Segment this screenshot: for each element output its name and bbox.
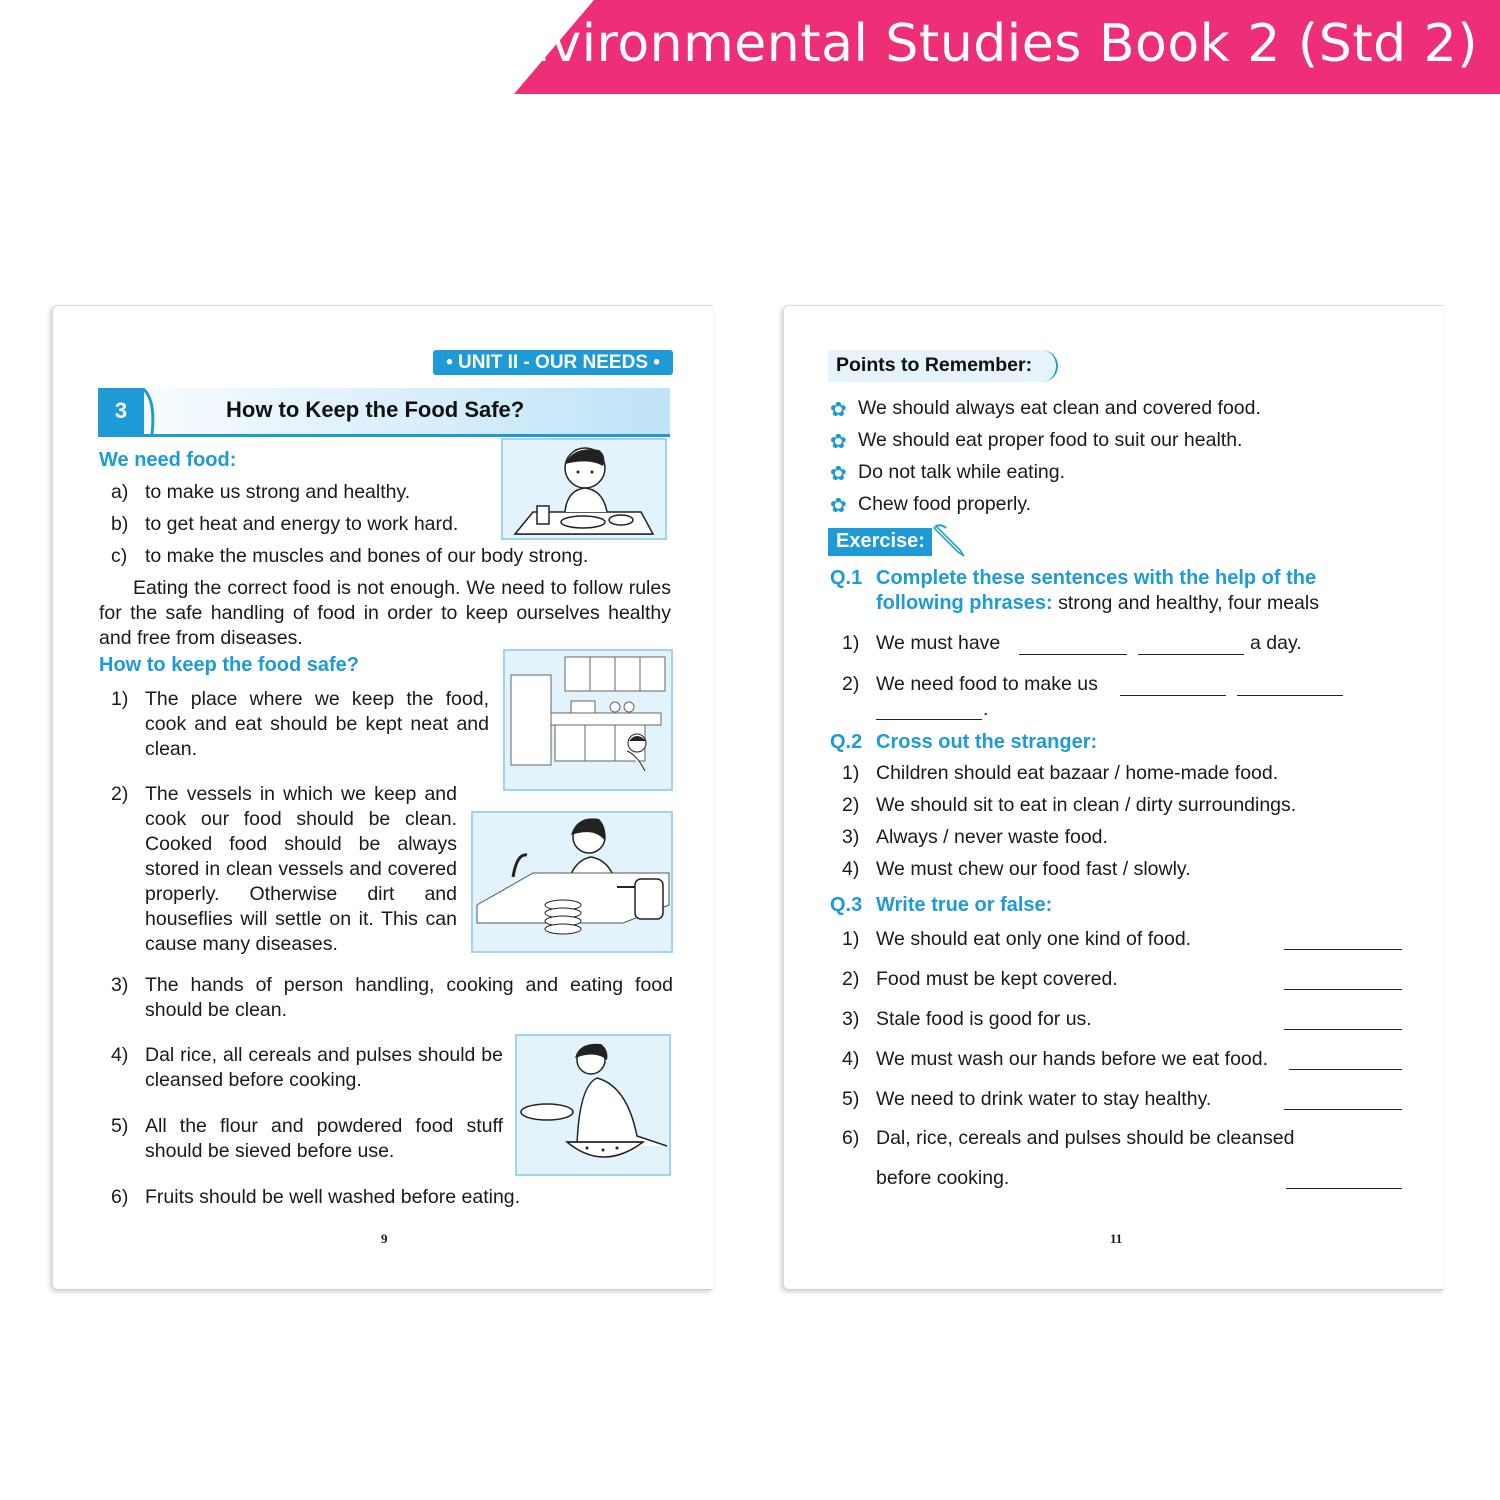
answer-blank[interactable] (1286, 1188, 1402, 1189)
question-number: Q.2 (830, 731, 863, 753)
answer-blank[interactable] (1237, 695, 1343, 696)
points-heading: Points to Remember: (836, 354, 1033, 376)
question-number: Q.3 (830, 894, 863, 916)
item-text: Dal, rice, cereals and pulses should be cleansed (876, 1127, 1295, 1149)
flower-bullet-icon: ✿ (830, 431, 847, 453)
item-text: to make the muscles and bones of our body strong. (145, 545, 589, 567)
question-title: Write true or false: (876, 894, 1053, 916)
item-text: Children should eat bazaar / home-made food. (876, 762, 1279, 784)
exercise-heading: Exercise: (836, 530, 925, 552)
point-text: We should eat proper food to suit our health. (858, 429, 1243, 451)
rule-label: 6) (111, 1186, 129, 1208)
item-label: 4) (842, 1048, 860, 1070)
chapter-header (98, 388, 670, 437)
item-label: 2) (842, 673, 860, 695)
rule-text: The place where we keep the food, cook and eat should be kept neat and clean. (145, 688, 489, 760)
rule-text: Fruits should be well washed before eating. (145, 1186, 521, 1208)
question-3 (830, 893, 1430, 918)
page-number: 11 (1110, 1231, 1123, 1246)
kitchen-drawing (505, 651, 671, 789)
item-text: to get heat and energy to work hard. (145, 513, 459, 535)
intro-paragraph: Eating the correct food is not enough. We need to follow rules for the safe handling of food in order to keep ourselves healthy and free from diseases. (99, 577, 671, 649)
keep-safe-heading: How to keep the food safe? (99, 654, 360, 676)
need-food-item (111, 512, 531, 537)
flower-bullet-icon: ✿ (830, 463, 847, 485)
item-text: We must have (876, 632, 1001, 654)
rule-text: All the flour and powdered food stuff should be sieved before use. (145, 1115, 503, 1162)
washing-drawing (473, 813, 671, 951)
item-label: 2) (842, 794, 860, 816)
rule-label: 3) (111, 974, 129, 996)
item-label: 1) (842, 928, 860, 950)
rule-label: 5) (111, 1115, 129, 1137)
rule-item (111, 687, 491, 767)
right-page (783, 305, 1444, 1290)
question-title: Cross out the stranger: (876, 731, 1098, 753)
pencil-icon (932, 522, 968, 558)
rule-item (111, 973, 673, 1025)
points-heading-box (828, 350, 1058, 382)
rule-item (111, 1043, 503, 1095)
item-text: Always / never waste food. (876, 826, 1108, 848)
item-text: We must wash our hands before we eat food. (876, 1048, 1269, 1070)
flower-bullet-icon: ✿ (830, 495, 847, 517)
question-number: Q.1 (830, 567, 863, 589)
rule-item (111, 782, 457, 962)
sieving-drawing (517, 1036, 669, 1174)
answer-blank[interactable] (876, 719, 982, 720)
rule-text: Dal rice, all cereals and pulses should be cleansed before cooking. (145, 1044, 503, 1091)
point-text: Chew food properly. (858, 493, 1032, 515)
phrases-text: strong and healthy, four meals (1052, 592, 1319, 614)
flower-bullet-icon: ✿ (830, 399, 847, 421)
rule-label: 1) (111, 688, 129, 710)
question-title-line2 (876, 591, 1319, 616)
item-text: We must chew our food fast / slowly. (876, 858, 1191, 880)
answer-blank[interactable] (1019, 654, 1127, 655)
point-text: Do not talk while eating. (858, 461, 1066, 483)
rule-text: The vessels in which we keep and cook our food should be clean. Cooked food should be always stored in clean vessels and covered properly. Otherwise dirt and houseflies will settle on it. This can cause many diseases. (145, 783, 457, 955)
need-food-item (111, 480, 531, 505)
page-number: 9 (381, 1231, 388, 1246)
point-text: We should always eat clean and covered food. (858, 397, 1261, 419)
item-text: Stale food is good for us. (876, 1008, 1092, 1030)
chapter-curve-decoration (142, 388, 162, 434)
banner-title: Environmental Studies Book 2 (Std 2) (483, 14, 1478, 74)
answer-blank[interactable] (1289, 1069, 1402, 1070)
q3-item-continuation: before cooking. (876, 1167, 1010, 1189)
item-label: a) (111, 481, 129, 503)
answer-blank[interactable] (1138, 654, 1244, 655)
rule-label: 4) (111, 1044, 129, 1066)
answer-blank[interactable] (1284, 1109, 1402, 1110)
chapter-title: How to Keep the Food Safe? (226, 397, 525, 422)
question-title-line1: Complete these sentences with the help of the (876, 567, 1317, 589)
left-page (52, 305, 713, 1290)
need-food-heading: We need food: (99, 449, 237, 471)
woman-washing-vessels-illustration (471, 811, 673, 953)
unit-tag: • UNIT II - OUR NEEDS • (433, 350, 673, 375)
boy-eating-drawing (503, 440, 665, 538)
q1-item-suffix: . (983, 698, 989, 720)
question-1 (830, 566, 1430, 616)
answer-blank[interactable] (1120, 695, 1226, 696)
item-label: 3) (842, 1008, 860, 1030)
rule-text: The hands of person handling, cooking and eating food should be clean. (145, 974, 673, 1021)
question-2 (830, 730, 1430, 755)
answer-blank[interactable] (1284, 949, 1402, 950)
item-label: 5) (842, 1088, 860, 1110)
item-label: 1) (842, 762, 860, 784)
item-label: 2) (842, 968, 860, 990)
woman-sieving-illustration (515, 1034, 671, 1176)
kitchen-illustration (503, 649, 673, 791)
item-text: Food must be kept covered. (876, 968, 1118, 990)
exercise-heading-box (828, 528, 932, 556)
need-food-item (111, 544, 671, 569)
item-label: 3) (842, 826, 860, 848)
q1-item-suffix: a day. (1250, 632, 1302, 654)
answer-blank[interactable] (1284, 989, 1402, 990)
item-text: to make us strong and healthy. (145, 481, 411, 503)
rule-item (111, 1114, 503, 1166)
item-label: c) (111, 545, 128, 567)
rule-label: 2) (111, 783, 129, 805)
item-label: 1) (842, 632, 860, 654)
answer-blank[interactable] (1284, 1029, 1402, 1030)
question-title-label: following phrases: (876, 592, 1053, 614)
rule-item (111, 1185, 673, 1210)
boy-eating-illustration (501, 438, 667, 540)
item-text: We should sit to eat in clean / dirty surroundings. (876, 794, 1297, 816)
item-label: 6) (842, 1127, 860, 1149)
item-text: We need food to make us (876, 673, 1098, 695)
item-label: 4) (842, 858, 860, 880)
item-text: We should eat only one kind of food. (876, 928, 1192, 950)
chapter-number: 3 (98, 388, 144, 434)
item-label: b) (111, 513, 129, 535)
item-text: We need to drink water to stay healthy. (876, 1088, 1212, 1110)
